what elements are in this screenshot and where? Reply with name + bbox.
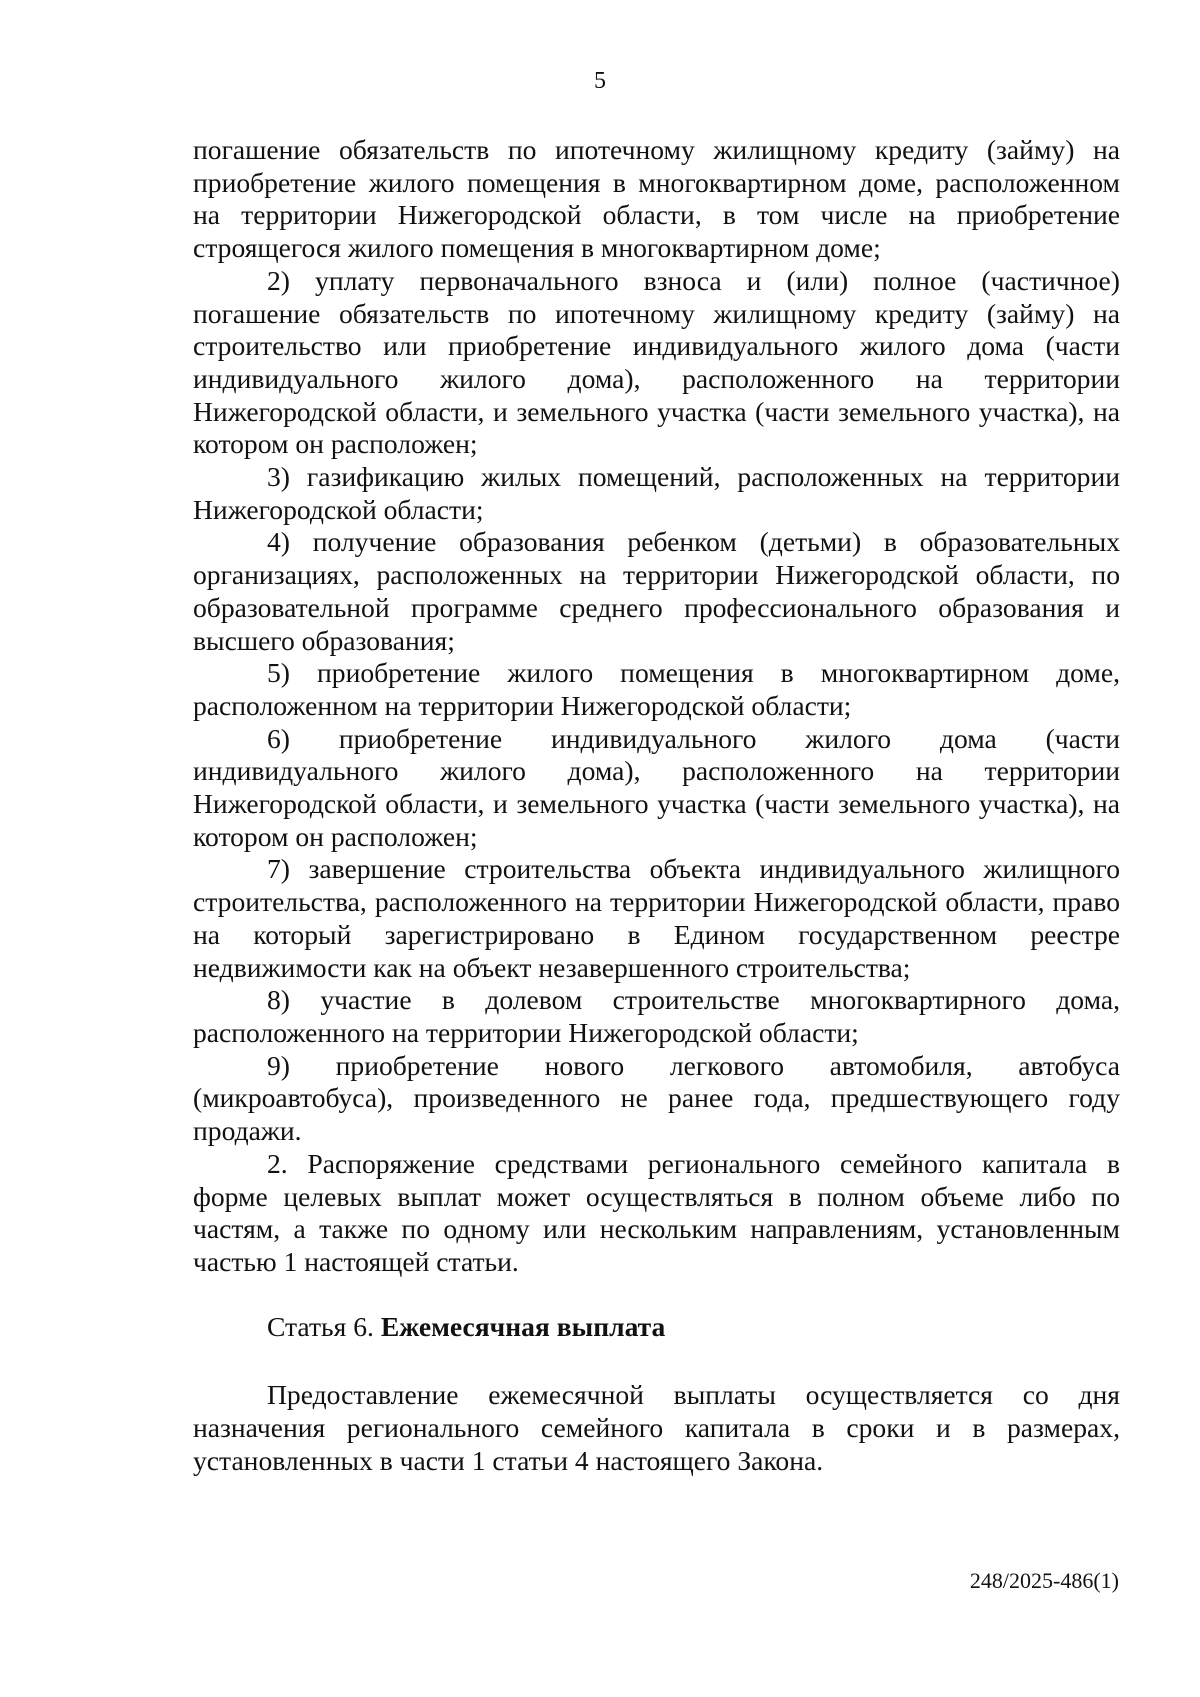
list-item-6: 6) приобретение индивидуального жилого дома (части индивидуального жилого дома), расположенного на территории Нижегородской области, и земельного участка (части земельного участка), на котором он расположен; [193, 722, 1120, 852]
list-item-8: 8) участие в долевом строительстве многоквартирного дома, расположенного на территории Нижегородской области; [193, 984, 1120, 1048]
article-title: Ежемесячная выплата [380, 1310, 666, 1342]
article-prefix: Статья 6. [267, 1310, 381, 1342]
article-heading [193, 1311, 1120, 1344]
list-item-5: 5) приобретение жилого помещения в многоквартирном доме, расположенном на территории Нижегородской области; [193, 657, 1120, 721]
article-body: Предоставление ежемесячной выплаты осуществляется со дня назначения регионального семейного капитала в сроки и в размерах, установленных в части 1 статьи 4 настоящего Закона. [193, 1379, 1120, 1476]
paragraph-continuation: погашение обязательств по ипотечному жилищному кредиту (займу) на приобретение жилого помещения в многоквартирном доме, расположенном на территории Нижегородской области, в том числе на приобретение строящегося жилого помещения в многоквартирном доме; [193, 134, 1120, 264]
list-item-3: 3) газификацию жилых помещений, расположенных на территории Нижегородской области; [193, 461, 1120, 525]
list-item-2: 2) уплату первоначального взноса и (или) полное (частичное) погашение обязательств по ипотечному жилищному кредиту (займу) на строительство или приобретение индивидуального жилого дома (части индивидуального жилого дома), расположенного на территории Нижегородской области, и земельного участка (части земельного участка), на котором он расположен; [193, 264, 1120, 460]
list-item-7: 7) завершение строительства объекта индивидуального жилищного строительства, расположенного на территории Нижегородской области, право на который зарегистрировано в Едином государственном реестре недвижимости как на объект незавершенного строительства; [193, 853, 1120, 983]
document-body [193, 134, 1120, 1477]
part-2-paragraph: 2. Распоряжение средствами регионального семейного капитала в форме целевых выплат может осуществляться в полном объеме либо по частям, а также по одному или нескольким направлениям, установленным частью 1 настоящей статьи. [193, 1147, 1120, 1277]
page-number: 5 [594, 68, 606, 94]
document-code: 248/2025-486(1) [969, 1568, 1119, 1593]
list-item-4: 4) получение образования ребенком (детьми) в образовательных организациях, расположенных на территории Нижегородской области, по образовательной программе среднего профессионального образования и высшего образования; [193, 526, 1120, 656]
list-item-9: 9) приобретение нового легкового автомобиля, автобуса (микроавтобуса), произведенного не ранее года, предшествующего году продажи. [193, 1049, 1120, 1147]
